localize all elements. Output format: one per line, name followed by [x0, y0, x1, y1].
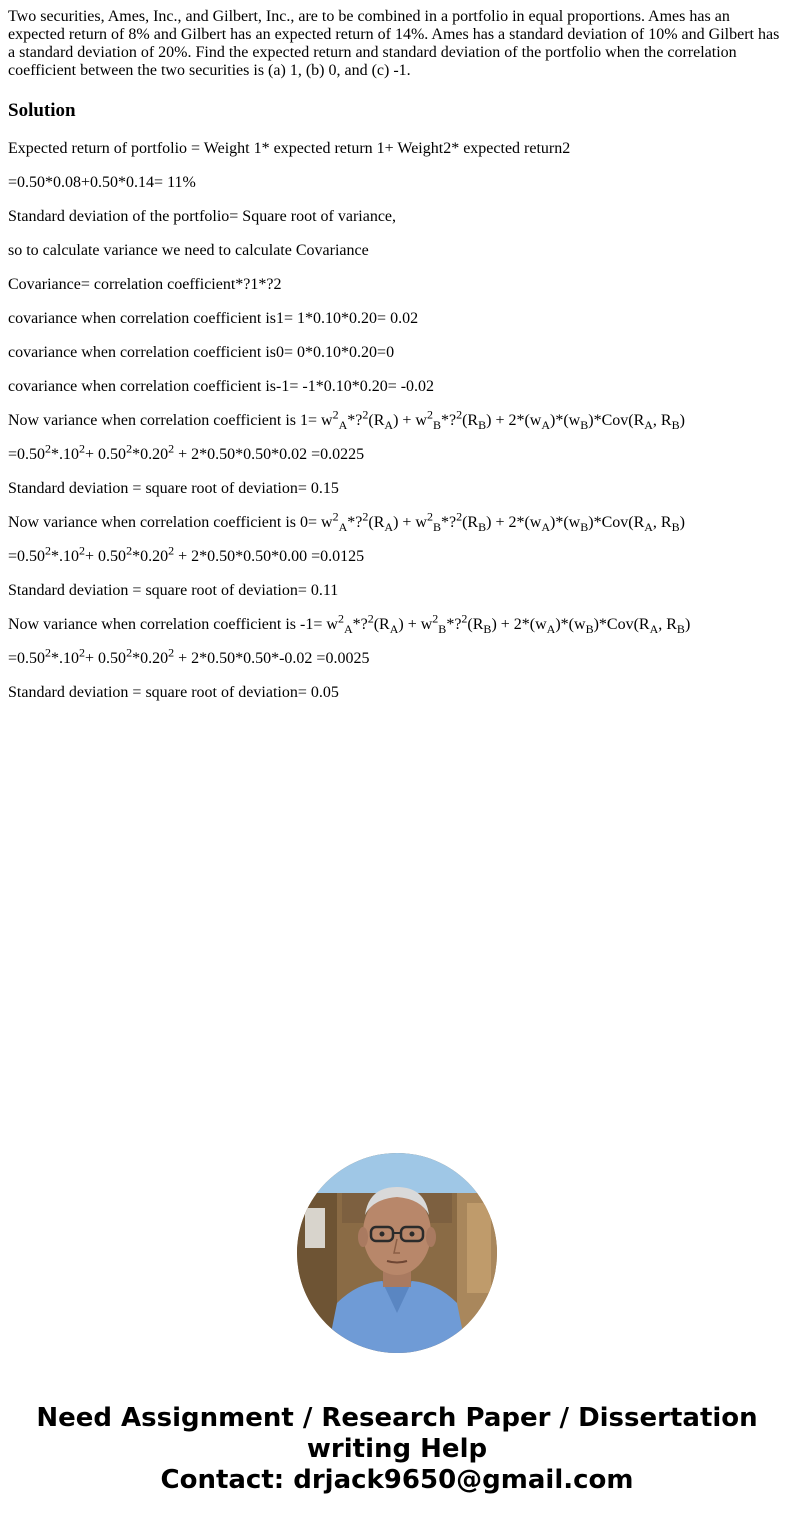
std-dev-definition: Standard deviation of the portfolio= Square root of variance,: [8, 208, 397, 225]
std-dev-rho-neg1: Standard deviation = square root of deviation= 0.05: [8, 684, 339, 701]
covariance-rho-1: covariance when correlation coefficient is1= 1*0.10*0.20= 0.02: [8, 310, 419, 327]
expected-return-calc: =0.50*0.08+0.50*0.14= 11%: [8, 174, 196, 191]
question-text: Two securities, Ames, Inc., and Gilbert, Inc., are to be combined in a portfolio in equal proportions. Ames has an expected return of 8% and Gilbert has an expected return of 14%. Ames has a standard deviation of 10% and Gilbert has a standard deviation of 20%. Find the expected return and standard deviation of the portfolio when the correlation coefficient between the two securities is (a) 1, (b) 0, and (c) -1.: [8, 8, 780, 79]
covariance-rho-0: covariance when correlation coefficient is0= 0*0.10*0.20=0: [8, 344, 395, 361]
footer-contact: [0, 1403, 794, 1496]
variance-calc-rho-0: $=0.50^2*.10^2+ 0.50^2*0.20^2 + 2*0.50*0.50*0.00 =0.0125$: [8, 543, 365, 565]
std-dev-rho-1: Standard deviation = square root of deviation= 0.15: [8, 480, 339, 497]
expected-return-formula: Expected return of portfolio = Weight 1* expected return 1+ Weight2* expected return2: [8, 140, 571, 157]
variance-formula-rho-0: Now variance when correlation coefficient is $0= w^2_A*?^2(R_A)$ + $w^2_B*?^2(R_B) + 2*(w_A)*(w_B)*Cov(R_A$, $R_B$): [8, 509, 685, 535]
solution-heading: Solution: [8, 100, 76, 121]
covariance-formula: Covariance= correlation coefficient*?1*?2: [8, 276, 282, 293]
covariance-intro: so to calculate variance we need to calculate Covariance: [8, 242, 369, 259]
author-portrait: [297, 1153, 497, 1353]
variance-calc-rho-1: $=0.50^2*.10^2+ 0.50^2*0.20^2 + 2*0.50*0.50*0.02 =0.0225$: [8, 441, 365, 463]
footer-contact-email: Contact: drjack9650@gmail.com: [160, 1465, 634, 1495]
covariance-rho-neg1: covariance when correlation coefficient is-1= -1*0.10*0.20= -0.02: [8, 378, 435, 395]
variance-formula-rho-1: Now variance when correlation coefficient is $1= w^2_A*?^2(R_A)$ + $w^2_B*?^2(R_B) + 2*(w_A)*(w_B)*Cov(R_A$, $R_B$): [8, 407, 685, 433]
footer-line-2: writing Help: [306, 1434, 488, 1464]
std-dev-rho-0: Standard deviation = square root of deviation= 0.11: [8, 582, 339, 599]
author-avatar: [297, 1153, 497, 1353]
variance-calc-rho-neg1: $=0.50^2*.10^2+ 0.50^2*0.20^2 + 2*0.50*0.50*-0.02 =0.0025$: [8, 645, 370, 667]
document-body: [8, 8, 786, 718]
footer-line-1: Need Assignment / Research Paper / Dissertation: [36, 1403, 758, 1433]
variance-formula-rho-neg1: Now variance when correlation coefficient is $-1= w^2_A*?^2(R_A)$ + $w^2_B*?^2(R_B) + 2*(w_A)*(w_B)*Cov(R_A$, $R_B$): [8, 611, 691, 637]
